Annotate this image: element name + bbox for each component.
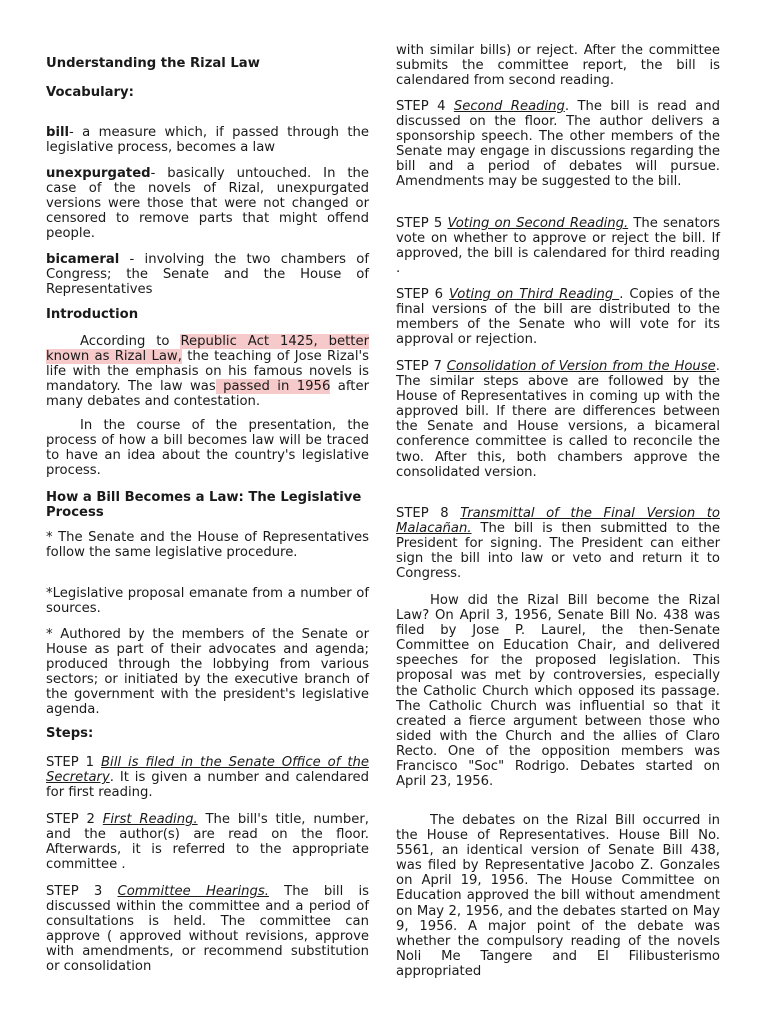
step-8 bbox=[396, 506, 720, 581]
step-4-title: Second Reading bbox=[453, 99, 565, 114]
document-title: Understanding the Rizal Law bbox=[46, 56, 260, 71]
bullet-2: *Legislative proposal emanate from a number of sources. bbox=[46, 586, 369, 617]
step-8-label: STEP 8 bbox=[396, 506, 461, 521]
step-6 bbox=[396, 287, 720, 347]
step-1 bbox=[46, 755, 369, 800]
def-unexpurgated: - basically untouched. In the case of the novels of Rizal, unexpurgated versions were those that were not changed or censored to remove parts that might offend people. bbox=[46, 166, 369, 242]
term-bicameral: bicameral bbox=[46, 252, 120, 267]
vocab-unexpurgated bbox=[46, 166, 369, 241]
how-bill-heading: How a Bill Becomes a Law: The Legislative Process bbox=[46, 490, 362, 521]
steps-heading: Steps: bbox=[46, 726, 94, 741]
step-5-label: STEP 5 bbox=[396, 216, 448, 231]
step-3-label: STEP 3 bbox=[46, 884, 118, 899]
step-5 bbox=[396, 216, 720, 276]
step-7-title: Consolidation of Version from the House bbox=[446, 359, 716, 374]
intro-paragraph-1 bbox=[46, 334, 369, 409]
step-6-label: STEP 6 bbox=[396, 287, 450, 302]
step-4 bbox=[396, 99, 720, 190]
step-1-text: . It is given a number and calendared for first reading. bbox=[46, 770, 369, 801]
vocab-bill bbox=[46, 125, 369, 155]
step-5-text: The senators vote on whether to approve or reject the bill. If approved, the bill is calendared for third reading . bbox=[396, 216, 720, 277]
highlight-republic-act: Republic Act 1425, better known as Rizal Law, bbox=[46, 334, 370, 365]
step-2 bbox=[46, 812, 369, 872]
intro-text-b: the teaching of Jose Rizal's life with the emphasis on his famous novels is mandatory. The law was bbox=[46, 349, 369, 395]
step-6-text: . Copies of the final versions of the bill are distributed to the members of the Senate who will vote for its approval or rejection. bbox=[396, 287, 720, 348]
highlight-passed-1956: passed in 1956 bbox=[215, 379, 331, 395]
step-3-continued: with similar bills) or reject. After the committee submits the committee report, the bill is calendared from second reading. bbox=[396, 43, 720, 89]
step-8-title: Transmittal of the Final Version to Malacañan. bbox=[396, 506, 720, 537]
rizal-bill-paragraph-1: How did the Rizal Bill become the Rizal Law? On April 3, 1956, Senate Bill No. 438 was filed by Jose P. Laurel, the then-Senate Committee on Education Chair, and delivered speeches for the proposed legislation. This proposal was met by controversies, especially the Catholic Church which opposed its passage. The Catholic Church was influential so that it created a fierce argument between those who sided with the Church and the allies of Claro Recto. One of the opposition members was Francisco "Soc" Rodrigo. Debates started on April 23, 1956. bbox=[396, 593, 720, 790]
step-2-text: The bill's title, number, and the author(s) are read on the floor. Afterwards, it is referred to the appropriate committee . bbox=[46, 812, 369, 873]
step-3-title: Committee Hearings. bbox=[117, 884, 269, 899]
term-bill: bill bbox=[46, 125, 70, 140]
step-7-label: STEP 7 bbox=[396, 359, 447, 374]
introduction-heading: Introduction bbox=[46, 307, 139, 322]
intro-paragraph-2: In the course of the presentation, the process of how a bill becomes law will be traced to have an idea about the country's legislative process. bbox=[46, 418, 369, 479]
step-7 bbox=[396, 359, 720, 480]
rizal-bill-paragraph-2: The debates on the Rizal Bill occurred in the House of Representatives. House Bill No. 5561, an identical version of Senate Bill 438, was filed by Representative Jacobo Z. Gonzales on April 19, 1956. The House Committee on Education approved the bill without amendment on May 2, 1956, and the debates started on May 9, 1956. A major point of the debate was whether the compulsory reading of the novels Noli Me Tangere and El Filibusterismo appropriated bbox=[396, 813, 720, 979]
step-3-text: The bill is discussed within the committee and a period of consultations is held. The committee can approve ( approved without revisions, approve with amendments, or recommend substitution or consolidation bbox=[46, 884, 369, 975]
bullet-1: * The Senate and the House of Representatives follow the same legislative procedure. bbox=[46, 530, 369, 561]
bullet-3: * Authored by the members of the Senate or House as part of their advocates and agenda; produced through the lobbying from various sectors; or initiated by the executive branch of the government with the president's legislative agenda. bbox=[46, 627, 369, 718]
step-1-label: STEP 1 bbox=[46, 755, 101, 770]
step-8-text: The bill is then submitted to the President for signing. The President can either sign the bill into law or veto and return it to Congress. bbox=[396, 521, 720, 582]
step-2-label: STEP 2 bbox=[46, 812, 103, 827]
def-bill: - a measure which, if passed through the legislative process, becomes a law bbox=[46, 125, 369, 156]
term-unexpurgated: unexpurgated bbox=[46, 166, 151, 181]
step-3 bbox=[46, 884, 369, 975]
step-6-title: Voting on Third Reading bbox=[449, 287, 620, 302]
step-2-title: First Reading. bbox=[102, 812, 198, 827]
step-7-text: . The similar steps above are followed by the House of Representatives in coming up with the approved bill. If there are differences between the Senate and House versions, a bicameral conference committee is called to reconcile the two. After this, both chambers approve the consolidated version. bbox=[396, 359, 720, 480]
step-5-title: Voting on Second Reading. bbox=[447, 216, 629, 231]
step-1-title: Bill is filed in the Senate Office of the Secretary bbox=[46, 755, 369, 786]
intro-text-c: after many debates and contestation. bbox=[46, 379, 369, 410]
step-4-text: . The bill is read and discussed on the floor. The author delivers a sponsorship speech. The other members of the Senate may engage in discussions regarding the bill and a period of debates will pursue. Amendments may be suggested to the bill. bbox=[396, 99, 720, 190]
step-4-label: STEP 4 bbox=[396, 99, 454, 114]
vocabulary-heading: Vocabulary: bbox=[46, 85, 134, 100]
def-bicameral: - involving the two chambers of Congress; the Senate and the House of Representatives bbox=[46, 252, 369, 298]
vocab-bicameral bbox=[46, 252, 369, 297]
intro-text-a: According to bbox=[80, 334, 181, 349]
